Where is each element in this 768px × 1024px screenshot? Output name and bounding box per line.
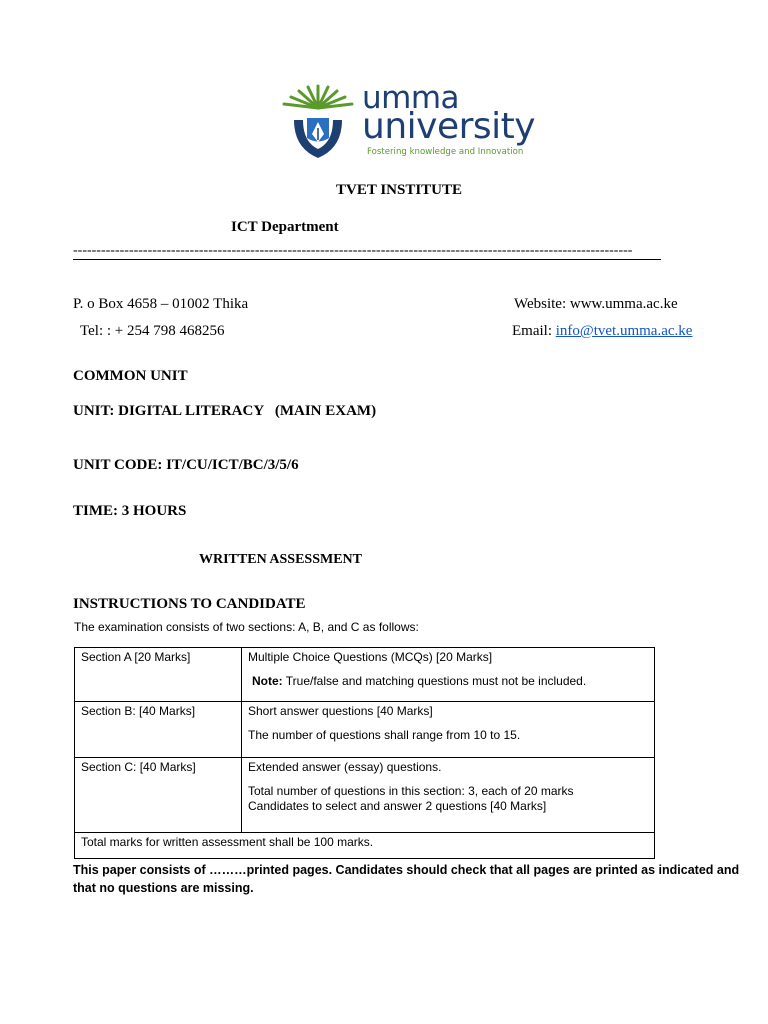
institute-title: TVET INSTITUTE	[336, 182, 463, 198]
section-a-details	[242, 648, 655, 702]
section-b-line2: The number of questions shall range from 10 to 15.	[248, 728, 521, 742]
university-logo	[278, 82, 534, 162]
email-line	[512, 323, 692, 340]
department-title: ICT Department	[231, 219, 339, 235]
exam-time: TIME: 3 HOURS	[73, 503, 187, 519]
footer-note: This paper consists of ………printed pages. Candidates should check that all pages are printed as indicated and that no questions are missing.	[73, 863, 740, 895]
section-a-line1: Multiple Choice Questions (MCQs) [20 Marks]	[248, 650, 493, 664]
po-box: P. o Box 4658 – 01002 Thika	[73, 296, 249, 312]
section-a-note	[248, 674, 648, 689]
email-link[interactable]: info@tvet.umma.ac.ke	[555, 323, 693, 339]
section-c-line2: Total number of questions in this section: 3, each of 20 marks	[248, 784, 574, 798]
common-unit: COMMON UNIT	[73, 368, 188, 384]
note-label: Note:	[252, 674, 283, 688]
separator-line: ------------------------------------------------------------------------------------------------------------------------	[73, 243, 633, 258]
section-b-details	[242, 702, 655, 758]
logo-word-umma: umma	[362, 80, 460, 116]
section-a-name: Section A [20 Marks]	[75, 648, 242, 702]
section-b-name: Section B: [40 Marks]	[75, 702, 242, 758]
section-c-line3: Candidates to select and answer 2 questions [40 Marks]	[248, 799, 547, 813]
table-row	[75, 758, 655, 833]
section-b-line1: Short answer questions [40 Marks]	[248, 704, 433, 718]
telephone: Tel: : + 254 798 468256	[80, 323, 225, 339]
table-row	[75, 702, 655, 758]
logo-tagline: Fostering knowledge and Innovation	[367, 147, 524, 157]
section-c-details	[242, 758, 655, 833]
table-row	[75, 648, 655, 702]
table-row	[75, 833, 655, 859]
instructions-intro: The examination consists of two sections: A, B, and C as follows:	[74, 620, 419, 634]
sections-table	[74, 647, 655, 859]
unit-code: UNIT CODE: IT/CU/ICT/BC/3/5/6	[73, 457, 299, 473]
website: Website: www.umma.ac.ke	[514, 296, 678, 312]
unit-title: UNIT: DIGITAL LITERACY (MAIN EXAM)	[73, 403, 377, 419]
instructions-heading: INSTRUCTIONS TO CANDIDATE	[73, 596, 306, 612]
pen-nib-emblem-icon	[278, 82, 358, 162]
section-c-name: Section C: [40 Marks]	[75, 758, 242, 833]
logo-word-university: university	[362, 106, 536, 147]
email-label: Email:	[512, 323, 556, 339]
total-marks: Total marks for written assessment shall be 100 marks.	[75, 833, 655, 859]
separator-rule	[73, 259, 661, 260]
assessment-title: WRITTEN ASSESSMENT	[199, 552, 363, 567]
section-c-line1: Extended answer (essay) questions.	[248, 760, 442, 774]
note-text: True/false and matching questions must not be included.	[282, 674, 587, 688]
